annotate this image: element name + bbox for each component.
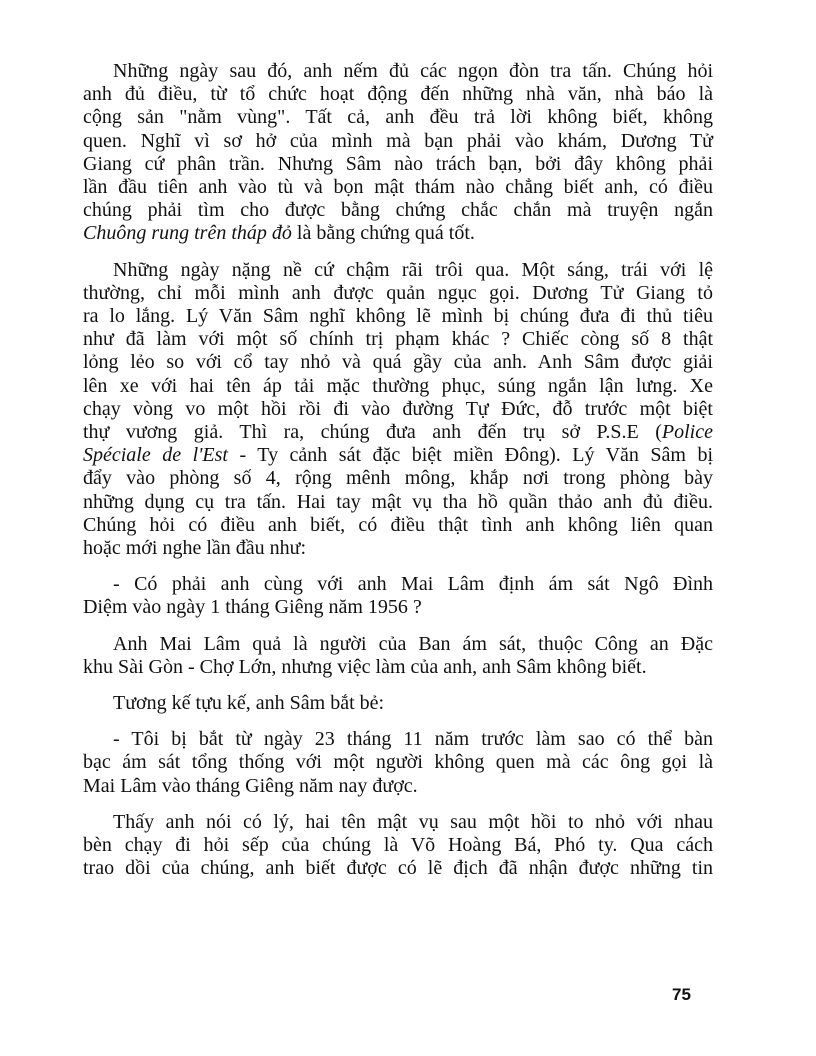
paragraph-5: [83, 692, 713, 715]
text-line: Anh Mai Lâm quả là người của Ban ám sát, thuộc Công an Đặc: [113, 632, 713, 655]
text-line: [83, 444, 713, 467]
text-line: [83, 222, 713, 245]
text-line: chạy vòng vo một hồi rồi đi vào đường Tự Đức, đỗ trước một biệt: [83, 397, 713, 420]
paragraph-3: [83, 573, 713, 619]
text-span: - Ty cảnh sát đặc biệt miền Đông). Lý Văn Sâm bị: [227, 444, 714, 467]
paragraph-6: [83, 728, 713, 798]
text-line: thường, chỉ mỗi mình anh được quản ngục gọi. Dương Tử Giang tỏ: [83, 281, 713, 304]
text-line: những dụng cụ tra tấn. Hai tay mật vụ tha hồ quần thảo anh đủ điều.: [83, 490, 713, 513]
text-span: thự vương giả. Thì ra, chúng đưa anh đến trụ sở P.S.E (: [83, 421, 662, 444]
text-line: [83, 421, 713, 444]
text-line: Thấy anh nói có lý, hai tên mật vụ sau một hồi to nhỏ với nhau: [113, 810, 713, 833]
text-line: trao dồi của chúng, anh biết được có lẽ địch đã nhận được những tin: [83, 857, 713, 880]
text-line: như đã làm với một số chính trị phạm khác ? Chiếc còng số 8 thật: [83, 328, 713, 351]
italic-term: Police: [661, 421, 713, 444]
page-number: 75: [672, 985, 691, 1004]
text-span: là bằng chứng quá tốt.: [291, 222, 475, 245]
text-line: anh đủ điều, từ tổ chức hoạt động đến những nhà văn, nhà báo là: [83, 83, 713, 106]
text-line: hoặc mới nghe lần đầu như:: [83, 537, 307, 560]
text-line: Diệm vào ngày 1 tháng Giêng năm 1956 ?: [83, 596, 422, 619]
text-line: lỏng lẻo so với cổ tay nhỏ và quá gầy của anh. Anh Sâm được giải: [83, 351, 713, 374]
text-line: chúng phải tìm cho được bằng chứng chắc chắn mà truyện ngắn: [83, 199, 713, 222]
text-line: Tương kế tựu kế, anh Sâm bắt bẻ:: [113, 692, 385, 715]
text-line: lần đầu tiên anh vào tù và bọn mật thám nào chẳng biết anh, có điều: [83, 176, 713, 199]
text-line: đẩy vào phòng số 4, rộng mênh mông, khắp nơi trong phòng bày: [83, 467, 713, 490]
book-title: Chuông rung trên tháp đỏ: [83, 222, 292, 245]
paragraph-1: [83, 60, 713, 246]
page-body: [83, 60, 713, 894]
text-line: Những ngày sau đó, anh nếm đủ các ngọn đòn tra tấn. Chúng hỏi: [113, 60, 713, 82]
italic-term: Spéciale de l'Est: [83, 444, 228, 467]
text-line: quen. Nghĩ vì sơ hở của mình mà bạn phải vào khám, Dương Tử: [83, 129, 713, 152]
text-line: Những ngày nặng nề cứ chậm rãi trôi qua. Một sáng, trái với lệ: [113, 258, 713, 281]
paragraph-4: [83, 633, 713, 679]
text-line: bèn chạy đi hỏi sếp của chúng là Võ Hoàng Bá, Phó ty. Qua cách: [83, 834, 713, 857]
text-line: bạc ám sát tổng thống với một người không quen mà các ông gọi là: [83, 751, 713, 774]
text-line: - Tôi bị bắt từ ngày 23 tháng 11 năm trước làm sao có thể bàn: [113, 728, 713, 751]
paragraph-2: [83, 259, 713, 561]
text-line: khu Sài Gòn - Chợ Lớn, nhưng việc làm của anh, anh Sâm không biết.: [83, 655, 647, 678]
text-line: cộng sản "nằm vùng". Tất cả, anh đều trả lời không biết, không: [83, 106, 713, 129]
text-line: - Có phải anh cùng với anh Mai Lâm định ám sát Ngô Đình: [113, 573, 713, 596]
text-line: lên xe với hai tên áp tải mặc thường phục, súng ngắn lận lưng. Xe: [83, 374, 713, 397]
paragraph-7: [83, 811, 713, 881]
text-line: Mai Lâm vào tháng Giêng năm nay được.: [83, 774, 418, 797]
text-line: Giang cứ phân trần. Nhưng Sâm nào trách bạn, bởi đây không phải: [83, 152, 713, 175]
text-line: ra lo lắng. Lý Văn Sâm nghĩ không lẽ mình bị chúng đưa đi thủ tiêu: [83, 305, 713, 328]
text-line: Chúng hỏi có điều anh biết, có điều thật tình anh không liên quan: [83, 513, 713, 536]
